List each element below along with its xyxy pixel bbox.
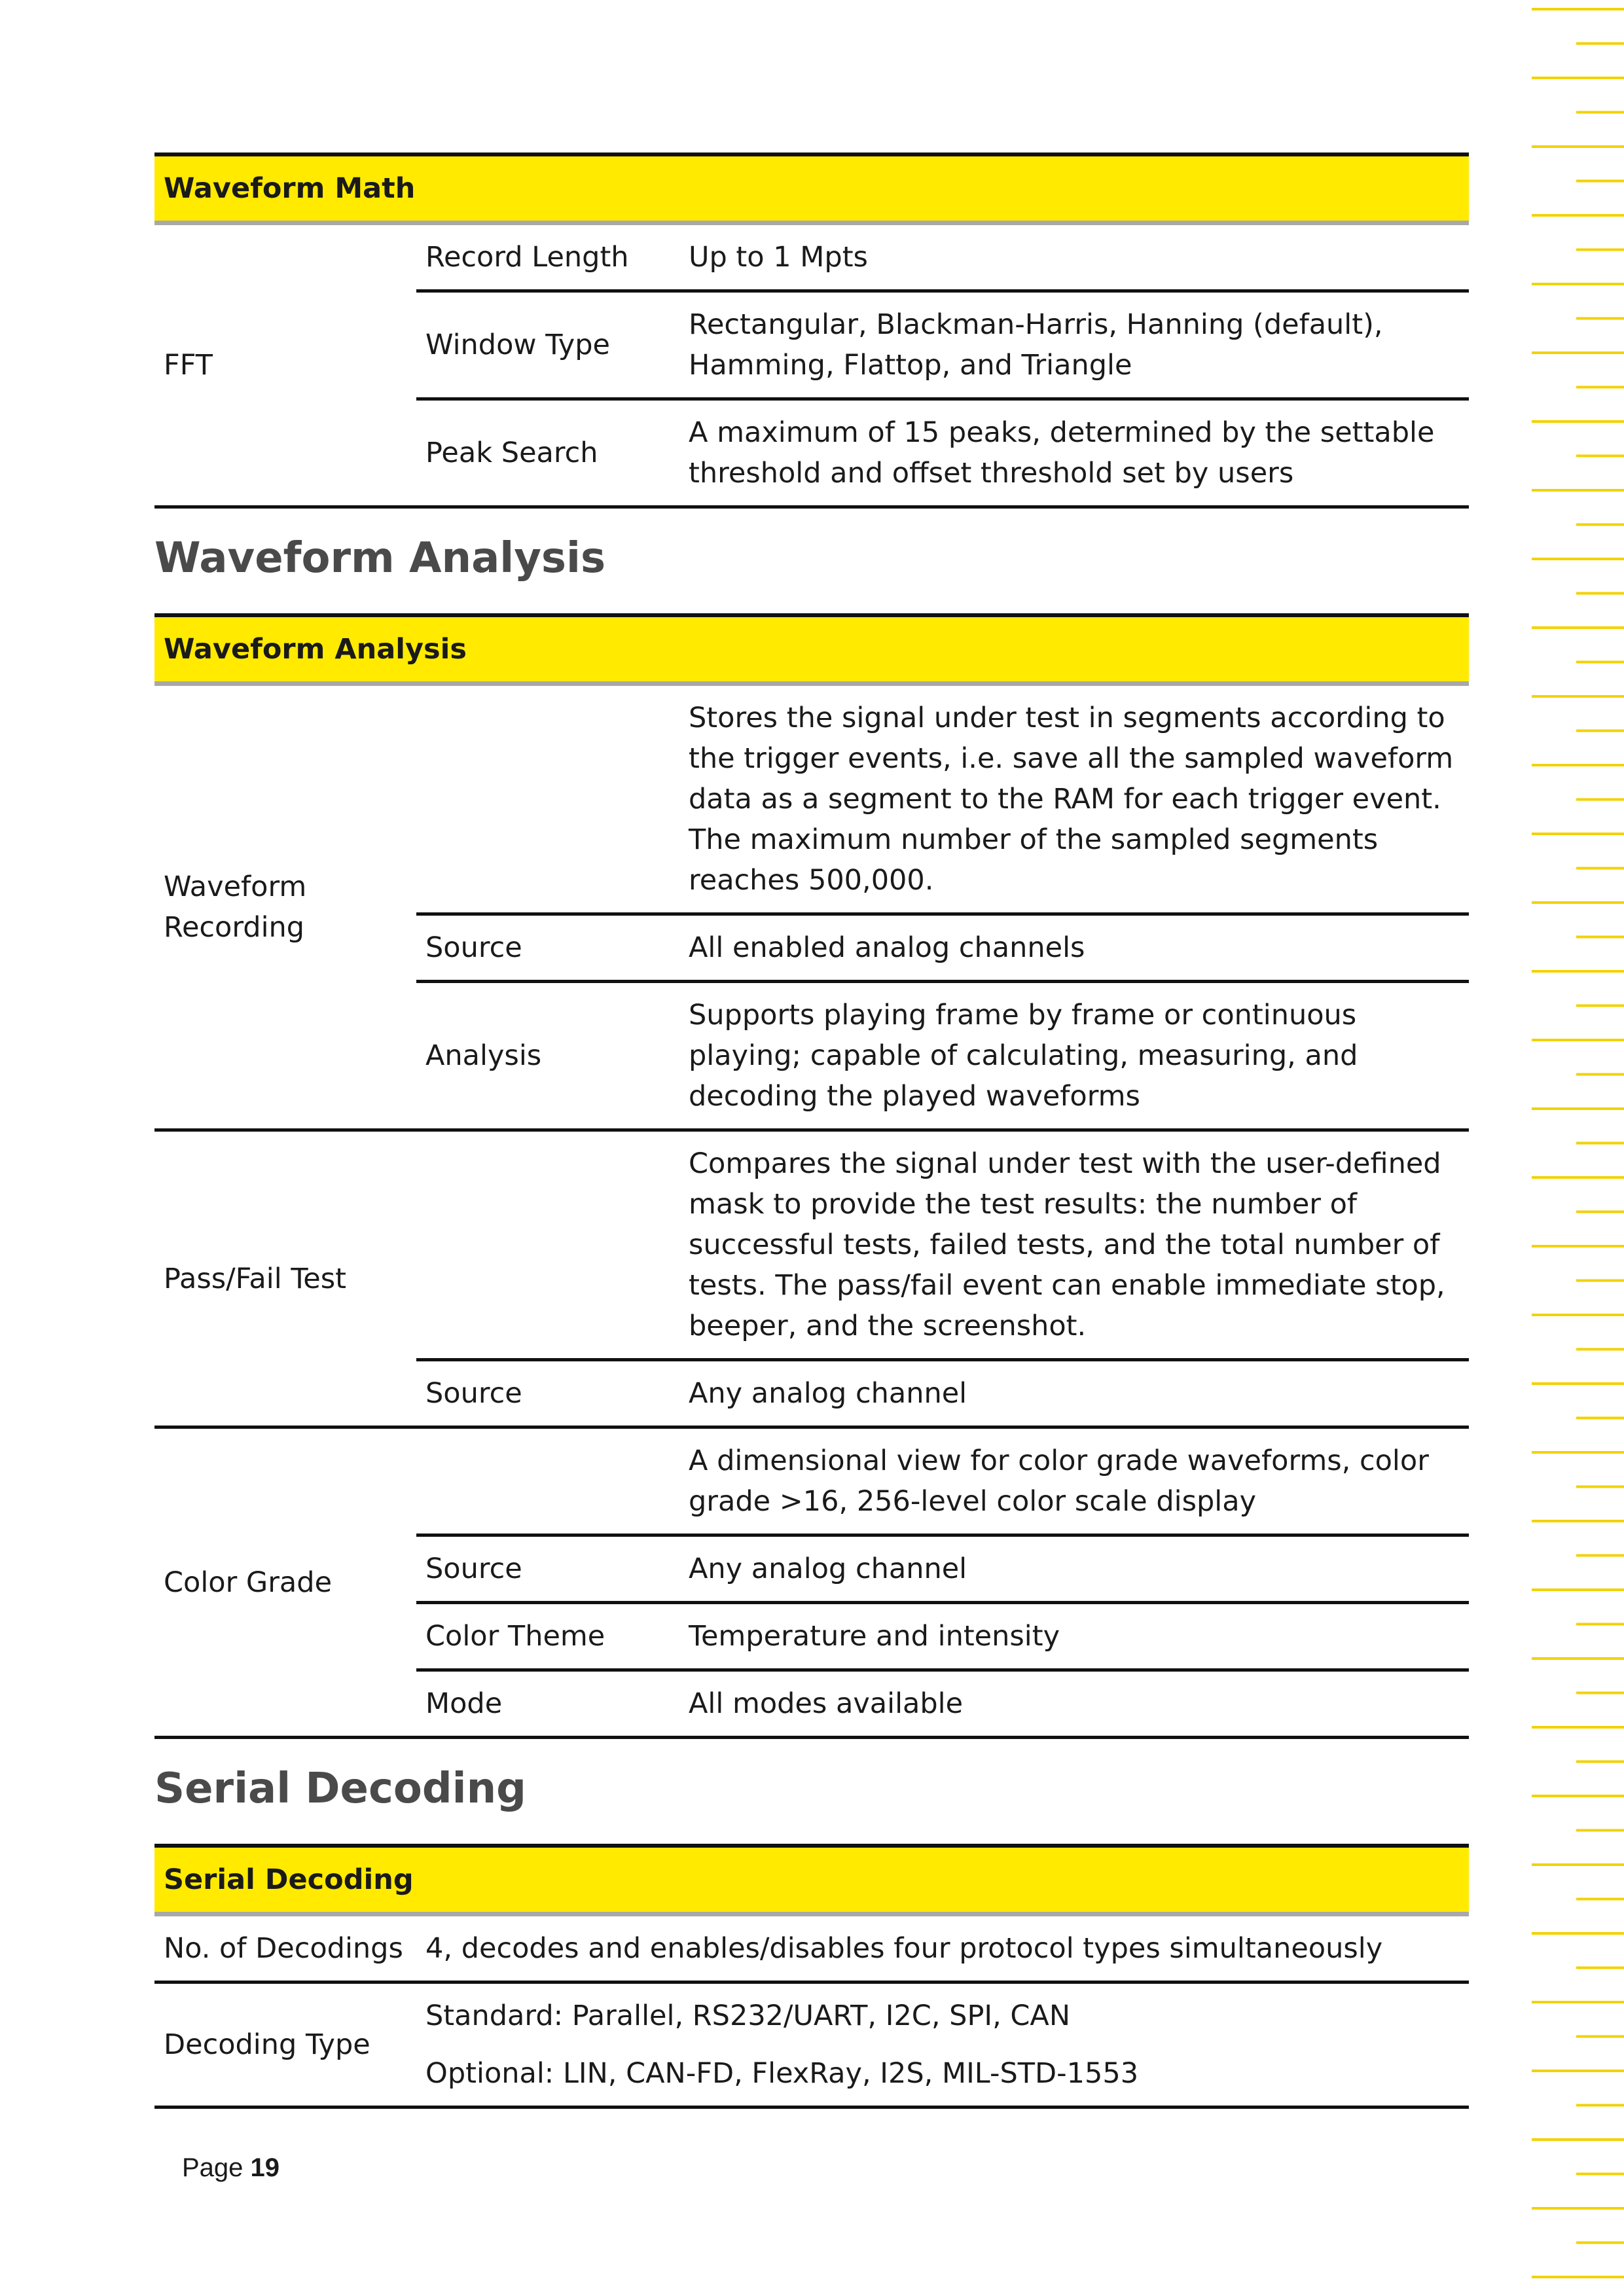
value-source: Any analog channel <box>679 1535 1469 1603</box>
section-title-waveform-analysis: Waveform Analysis <box>154 534 606 583</box>
param-empty <box>416 684 679 914</box>
table-header: Waveform Analysis <box>154 615 1469 684</box>
value-decoding-type <box>416 1982 1469 2108</box>
param-peak-search: Peak Search <box>416 399 679 507</box>
table-header: Waveform Math <box>154 154 1469 223</box>
value-record-length: Up to 1 Mpts <box>689 241 868 274</box>
value-no-of-decodings: 4, decodes and enables/disables four protocol types simultaneously <box>425 1932 1383 1965</box>
row-label-pass-fail: Pass/Fail Test <box>154 1130 416 1427</box>
row-label-decoding-type: Decoding Type <box>154 1982 416 2108</box>
param-empty <box>416 1427 679 1535</box>
row-label-fft: FFT <box>154 223 416 507</box>
param-analysis: Analysis <box>416 982 679 1130</box>
serial-decoding-table <box>154 1844 1469 2109</box>
value-color-theme: Temperature and intensity <box>679 1603 1469 1670</box>
value-source: All enabled analog channels <box>679 914 1469 982</box>
param-window-type: Window Type <box>416 291 679 399</box>
page-number: 19 <box>250 2153 280 2182</box>
section-title-serial-decoding: Serial Decoding <box>154 1765 526 1813</box>
table-header: Serial Decoding <box>154 1846 1469 1914</box>
param-source: Source <box>416 1535 679 1603</box>
param-empty <box>416 1130 679 1360</box>
row-label-waveform-recording: Waveform Recording <box>164 870 307 944</box>
spec-content <box>154 152 1469 2109</box>
desc-pass-fail: Compares the signal under test with the user-defined mask to provide the test results: the number of successful tests, failed tests, and the total number of tests. The pass/fail event can enable immediate stop, beeper, and the screenshot. <box>679 1130 1469 1360</box>
waveform-analysis-table <box>154 613 1469 1739</box>
decoding-standard: Standard: Parallel, RS232/UART, I2C, SPI, CAN <box>425 2000 1071 2032</box>
param-source: Source <box>416 1360 679 1427</box>
row-label-no-of-decodings: No. of Decodings <box>164 1932 403 1965</box>
value-source: Any analog channel <box>679 1360 1469 1427</box>
value-mode: All modes available <box>679 1670 1469 1738</box>
value-analysis: Supports playing frame by frame or continuous playing; capable of calculating, measuring, and decoding the played waveforms <box>679 982 1469 1130</box>
desc-color-grade: A dimensional view for color grade waveforms, color grade >16, 256-level color scale display <box>679 1427 1469 1535</box>
value-window-type: Rectangular, Blackman-Harris, Hanning (default), Hamming, Flattop, and Triangle <box>679 291 1469 399</box>
decorative-margin-lines <box>1530 0 1624 2296</box>
waveform-math-table <box>154 152 1469 509</box>
row-label-color-grade: Color Grade <box>154 1427 416 1738</box>
page-word: Page <box>182 2153 244 2182</box>
param-mode: Mode <box>416 1670 679 1738</box>
desc-waveform-recording: Stores the signal under test in segments according to the trigger events, i.e. save all the sampled waveform data as a segment to the RAM for each trigger event. The maximum number of the sampled segments reaches 500,000. <box>689 702 1454 897</box>
param-color-theme: Color Theme <box>416 1603 679 1670</box>
param-record-length: Record Length <box>425 241 629 274</box>
decoding-optional: Optional: LIN, CAN-FD, FlexRay, I2S, MIL-STD-1553 <box>425 2057 1139 2090</box>
page-footer <box>182 2153 280 2183</box>
param-source: Source <box>416 914 679 982</box>
value-peak-search: A maximum of 15 peaks, determined by the settable threshold and offset threshold set by users <box>679 399 1469 507</box>
